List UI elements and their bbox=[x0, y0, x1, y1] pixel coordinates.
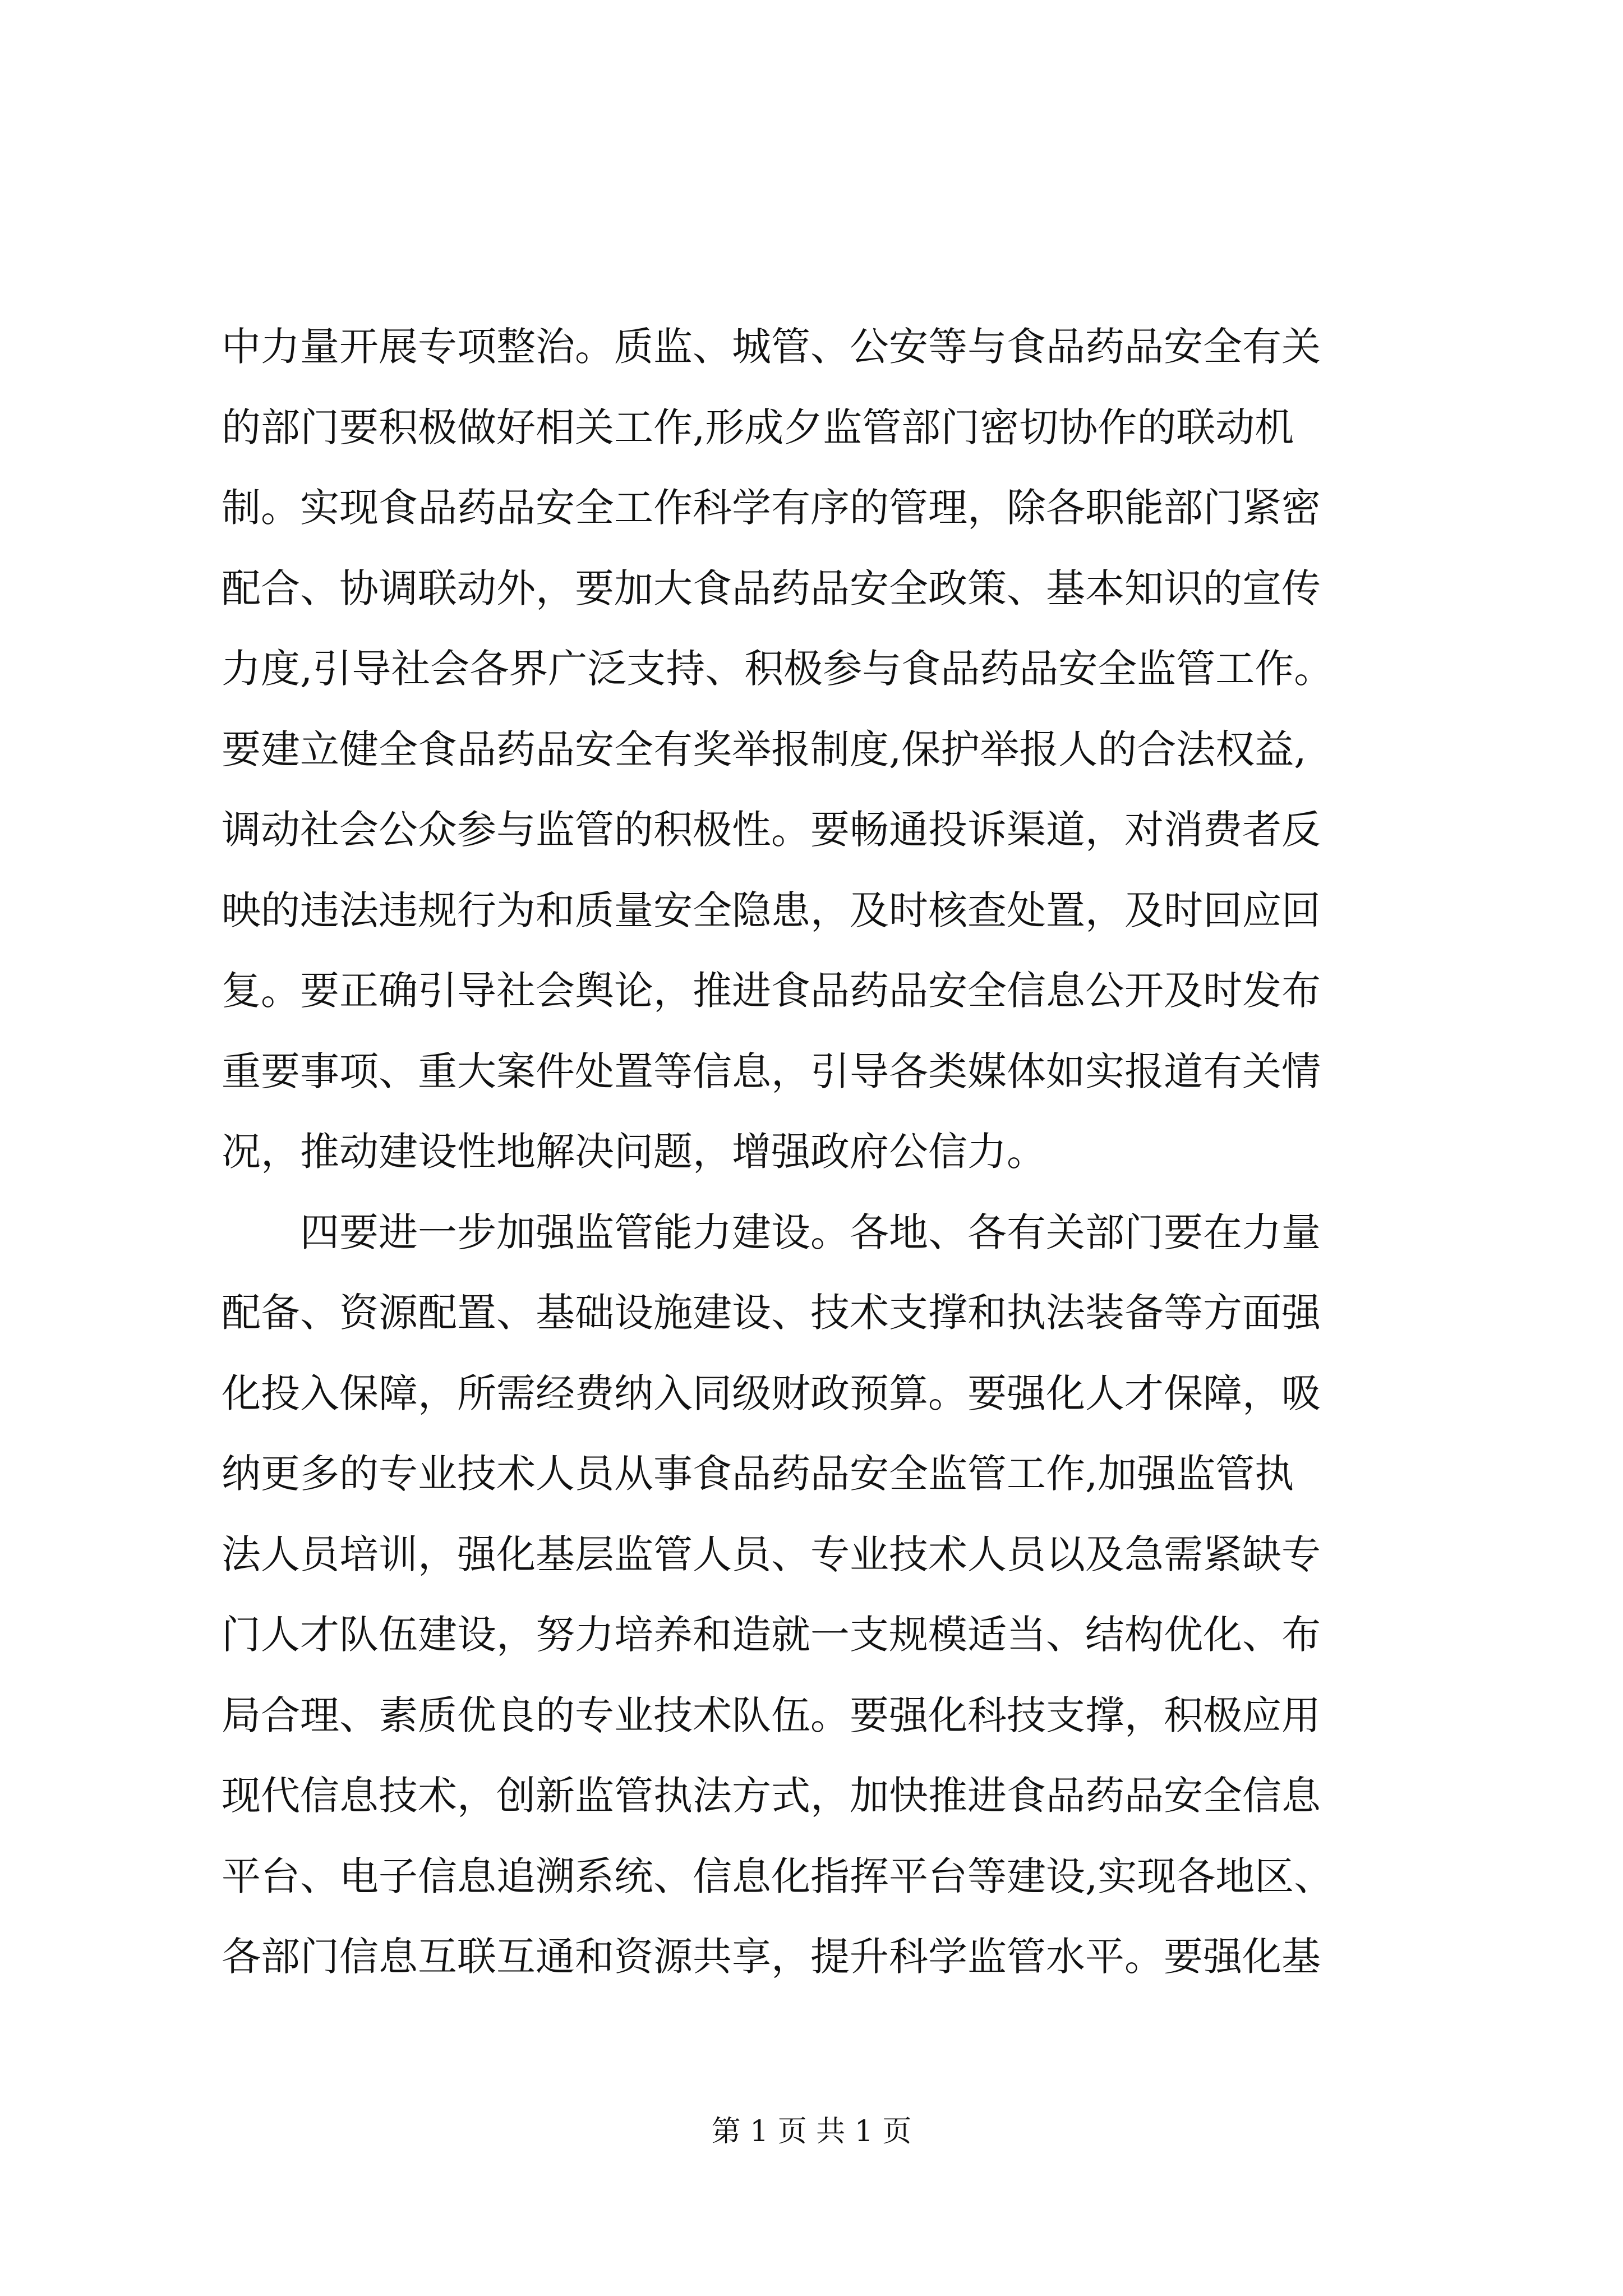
page-number: 第 1 页 共 1 页 bbox=[711, 2115, 912, 2148]
text-line: 制。实现食品药品安全工作科学有序的管理，除各职能部门紧密 bbox=[222, 485, 1321, 531]
text-line: 配合、协调联动外，要加大食品药品安全政策、基本知识的宣传 bbox=[222, 565, 1321, 611]
text-line: 四要进一步加强监管能力建设。各地、各有关部门要在力量 bbox=[222, 1209, 1321, 1255]
text-line: 要建立健全食品药品安全有奖举报制度,保护举报人的合法权益, bbox=[222, 726, 1307, 772]
page-footer bbox=[0, 2112, 1623, 2151]
text-line: 映的违法违规行为和质量安全隐患，及时核查处置，及时回应回 bbox=[222, 887, 1321, 933]
text-line: 局合理、素质优良的专业技术队伍。要强化科技支撑，积极应用 bbox=[222, 1692, 1321, 1738]
text-line: 现代信息技术，创新监管执法方式，加快推进食品药品安全信息 bbox=[222, 1773, 1321, 1819]
text-line: 平台、电子信息追溯系统、信息化指挥平台等建设,实现各地区、 bbox=[222, 1853, 1334, 1899]
text-line: 的部门要积极做好相关工作,形成夕监管部门密切协作的联动机 bbox=[222, 404, 1294, 450]
text-line: 化投入保障，所需经费纳入同级财政预算。要强化人才保障，吸 bbox=[222, 1370, 1321, 1416]
text-line: 力度,引导社会各界广泛支持、积极参与食品药品安全监管工作。 bbox=[222, 646, 1334, 692]
text-line: 复。要正确引导社会舆论，推进食品药品安全信息公开及时发布 bbox=[222, 968, 1321, 1014]
body-text bbox=[222, 307, 1405, 1998]
text-line: 法人员培训，强化基层监管人员、专业技术人员以及急需紧缺专 bbox=[222, 1531, 1321, 1577]
text-line: 各部门信息互联互通和资源共享，提升科学监管水平。要强化基 bbox=[222, 1934, 1321, 1980]
text-line: 调动社会公众参与监管的积极性。要畅通投诉渠道，对消费者反 bbox=[222, 807, 1321, 853]
text-line: 中力量开展专项整治。质监、城管、公安等与食品药品安全有关 bbox=[222, 324, 1321, 370]
text-line: 纳更多的专业技术人员从事食品药品安全监管工作,加强监管执 bbox=[222, 1451, 1294, 1497]
text-line: 重要事项、重大案件处置等信息，引导各类媒体如实报道有关情 bbox=[222, 1048, 1321, 1094]
text-line: 配备、资源配置、基础设施建设、技术支撑和执法装备等方面强 bbox=[222, 1290, 1321, 1336]
text-line: 门人才队伍建设，努力培养和造就一支规模适当、结构优化、布 bbox=[222, 1612, 1321, 1658]
text-line: 况，推动建设性地解决问题，增强政府公信力。 bbox=[222, 1129, 1046, 1175]
